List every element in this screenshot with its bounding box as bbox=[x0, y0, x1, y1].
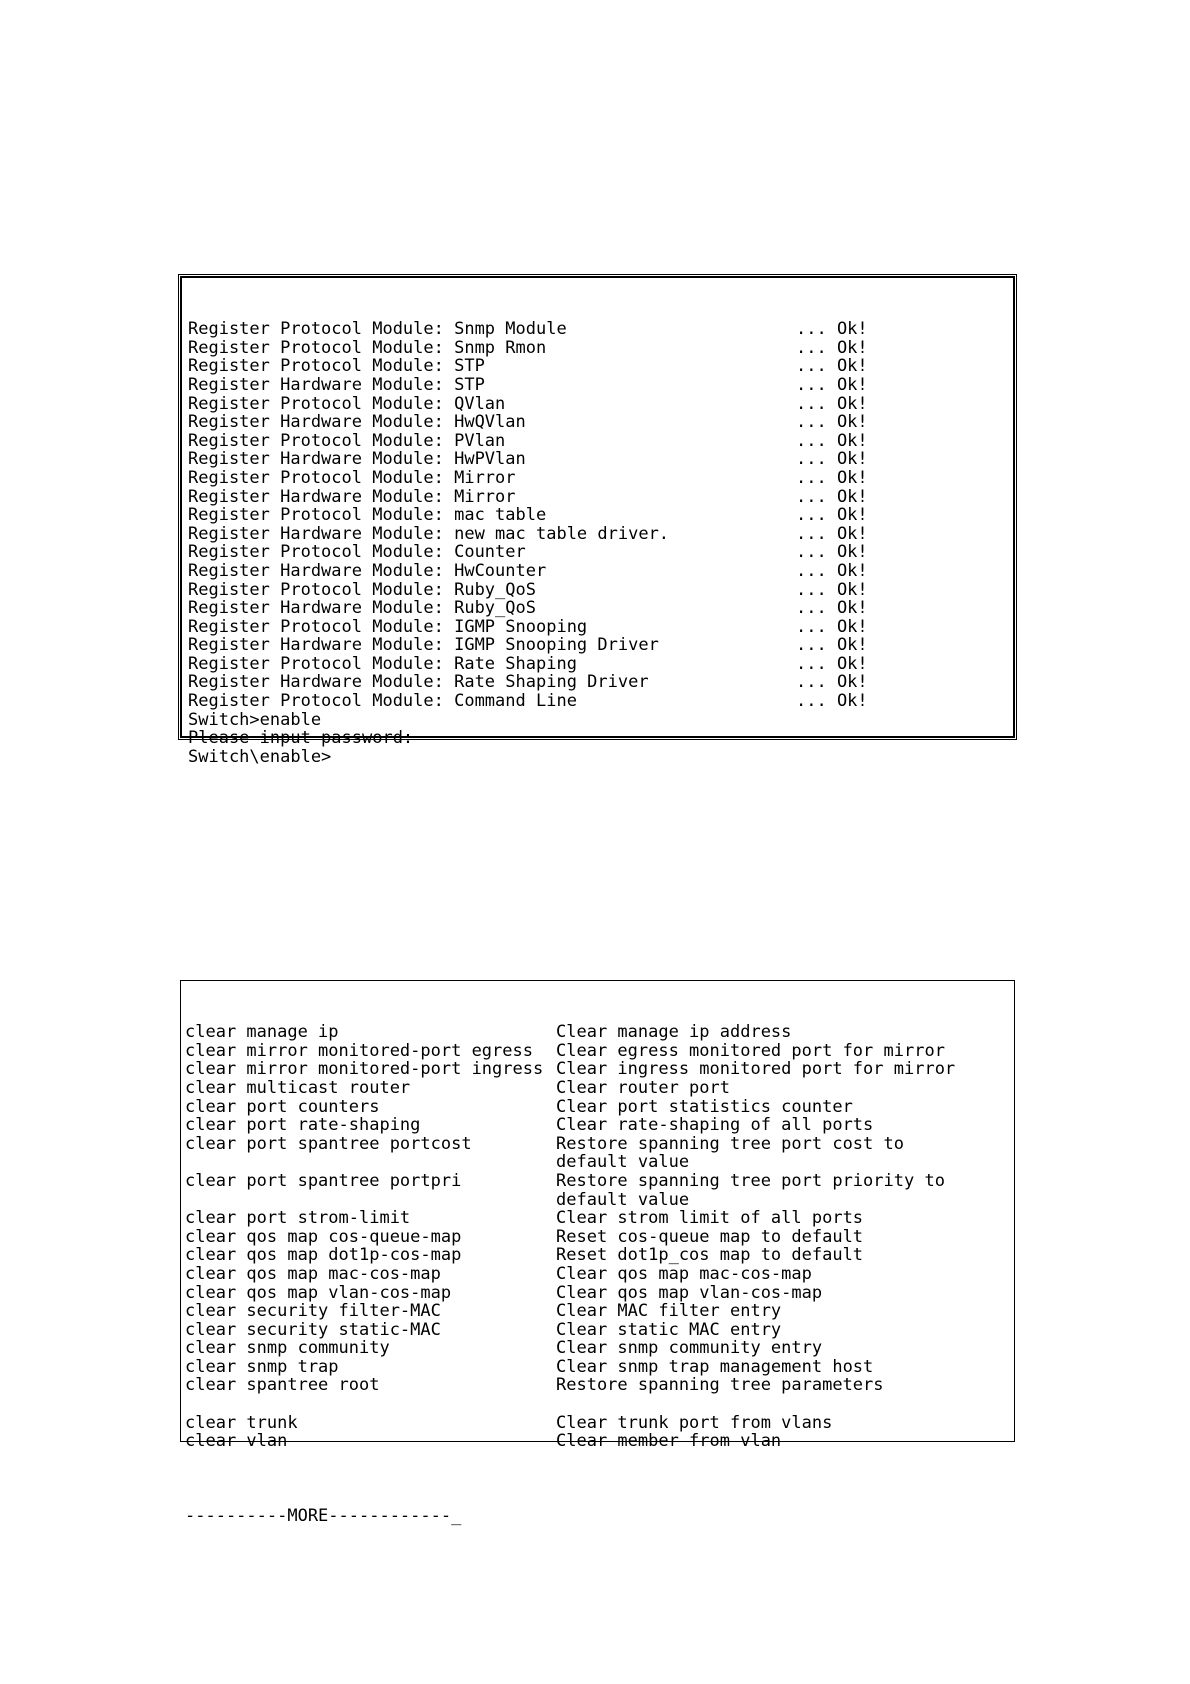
command-description: Reset cos-queue map to default bbox=[556, 1226, 864, 1247]
terminal-line-text: Register Protocol Module: IGMP Snooping bbox=[188, 616, 588, 637]
command-row bbox=[185, 1414, 1014, 1433]
command-description: Clear snmp trap management host bbox=[556, 1356, 874, 1377]
terminal-line-status: ... Ok! bbox=[796, 653, 868, 674]
command-name: clear port spantree portpri bbox=[185, 1170, 462, 1191]
command-name: clear mirror monitored-port egress bbox=[185, 1040, 533, 1061]
terminal-line bbox=[188, 450, 1013, 469]
terminal-line-text: Register Hardware Module: HwQVlan bbox=[188, 412, 526, 433]
command-row bbox=[185, 1079, 1014, 1098]
command-description: Restore spanning tree port priority to bbox=[556, 1170, 945, 1191]
command-row bbox=[185, 1358, 1014, 1377]
terminal-line bbox=[188, 469, 1013, 488]
more-prompt[interactable]: ----------MORE------------ bbox=[185, 1505, 452, 1526]
command-description: Clear port statistics counter bbox=[556, 1096, 853, 1117]
terminal-line-status: ... Ok! bbox=[796, 412, 868, 433]
terminal-line bbox=[188, 599, 1013, 618]
terminal-line-status: ... Ok! bbox=[796, 635, 868, 656]
terminal-line bbox=[188, 562, 1013, 581]
command-description: Restore spanning tree parameters bbox=[556, 1375, 884, 1396]
terminal-line-status: ... Ok! bbox=[796, 337, 868, 358]
terminal-line bbox=[188, 395, 1013, 414]
command-row bbox=[185, 1172, 1014, 1191]
command-description: Clear static MAC entry bbox=[556, 1319, 782, 1340]
command-help-list bbox=[185, 1023, 1014, 1451]
command-row bbox=[185, 1135, 1014, 1154]
terminal-line-status: ... Ok! bbox=[796, 691, 868, 712]
command-name: clear snmp trap bbox=[185, 1356, 339, 1377]
command-name: clear qos map dot1p-cos-map bbox=[185, 1245, 462, 1266]
terminal-line bbox=[188, 655, 1013, 674]
command-description: Clear qos map vlan-cos-map bbox=[556, 1282, 823, 1303]
terminal-window-command-list bbox=[180, 980, 1015, 1526]
terminal-line-text: Register Hardware Module: new mac table driver. bbox=[188, 523, 670, 544]
command-description: Reset dot1p_cos map to default bbox=[556, 1245, 864, 1266]
command-description: Clear manage ip address bbox=[556, 1022, 792, 1043]
terminal-line-text: Register Hardware Module: HwCounter bbox=[188, 560, 547, 581]
command-description: Clear MAC filter entry bbox=[556, 1301, 782, 1322]
command-description: Clear member from vlan bbox=[556, 1431, 782, 1452]
command-description: Clear trunk port from vlans bbox=[556, 1412, 833, 1433]
terminal-line bbox=[188, 636, 1013, 655]
terminal-output bbox=[188, 320, 1013, 766]
terminal-line-status: ... Ok! bbox=[796, 319, 868, 340]
terminal-line bbox=[188, 357, 1013, 376]
terminal-line bbox=[188, 729, 1013, 748]
more-prompt-line[interactable] bbox=[185, 1488, 1014, 1526]
terminal-line-status: ... Ok! bbox=[796, 486, 868, 507]
command-row bbox=[185, 1191, 1014, 1210]
command-row bbox=[185, 1153, 1014, 1172]
command-row bbox=[185, 1042, 1014, 1061]
command-name: clear qos map cos-queue-map bbox=[185, 1226, 462, 1247]
terminal-line bbox=[188, 673, 1013, 692]
command-name: clear port spantree portcost bbox=[185, 1133, 472, 1154]
command-name: clear vlan bbox=[185, 1431, 288, 1452]
terminal-line-text: Switch>enable bbox=[188, 709, 322, 730]
terminal-line-text: Register Hardware Module: Ruby_QoS bbox=[188, 598, 536, 619]
command-row bbox=[185, 1228, 1014, 1247]
terminal-line bbox=[188, 618, 1013, 637]
terminal-line-status: ... Ok! bbox=[796, 672, 868, 693]
terminal-line-status: ... Ok! bbox=[796, 598, 868, 619]
command-name: clear trunk bbox=[185, 1412, 298, 1433]
terminal-line-text: Register Hardware Module: STP bbox=[188, 374, 485, 395]
terminal-line-text: Register Hardware Module: Rate Shaping Driver bbox=[188, 672, 649, 693]
command-row bbox=[185, 1432, 1014, 1451]
terminal-line-status: ... Ok! bbox=[796, 505, 868, 526]
terminal-line bbox=[188, 692, 1013, 711]
terminal-line-text: Register Protocol Module: Mirror bbox=[188, 467, 516, 488]
terminal-line-status: ... Ok! bbox=[796, 523, 868, 544]
command-row bbox=[185, 1284, 1014, 1303]
terminal-line-status: ... Ok! bbox=[796, 579, 868, 600]
command-row bbox=[185, 1376, 1014, 1395]
terminal-line-status: ... Ok! bbox=[796, 430, 868, 451]
terminal-window-boot-log bbox=[180, 276, 1015, 767]
terminal-line bbox=[188, 581, 1013, 600]
command-name: clear port rate-shaping bbox=[185, 1115, 421, 1136]
terminal-line-text: Register Protocol Module: Command Line bbox=[188, 691, 577, 712]
terminal-line-text: Register Protocol Module: Counter bbox=[188, 542, 526, 563]
command-name: clear qos map vlan-cos-map bbox=[185, 1282, 452, 1303]
command-row bbox=[185, 1339, 1014, 1358]
terminal-line bbox=[188, 320, 1013, 339]
command-name: clear port strom-limit bbox=[185, 1208, 411, 1229]
terminal-line bbox=[188, 543, 1013, 562]
command-description: Clear router port bbox=[556, 1077, 730, 1098]
command-name: clear mirror monitored-port ingress bbox=[185, 1059, 544, 1080]
terminal-line-text: Register Hardware Module: Mirror bbox=[188, 486, 516, 507]
command-name: clear port counters bbox=[185, 1096, 380, 1117]
command-row bbox=[185, 1395, 1014, 1414]
command-row bbox=[185, 1246, 1014, 1265]
terminal-line bbox=[188, 413, 1013, 432]
command-description: Clear ingress monitored port for mirror bbox=[556, 1059, 956, 1080]
command-name: clear manage ip bbox=[185, 1022, 339, 1043]
terminal-line-text: Register Protocol Module: PVlan bbox=[188, 430, 506, 451]
command-row bbox=[185, 1060, 1014, 1079]
command-row bbox=[185, 1265, 1014, 1284]
terminal-line bbox=[188, 711, 1013, 730]
terminal-line bbox=[188, 748, 1013, 767]
terminal-line-status: ... Ok! bbox=[796, 467, 868, 488]
command-row bbox=[185, 1302, 1014, 1321]
terminal-line-text: Register Protocol Module: mac table bbox=[188, 505, 547, 526]
command-name: clear qos map mac-cos-map bbox=[185, 1263, 441, 1284]
command-row bbox=[185, 1209, 1014, 1228]
terminal-line-text: Register Protocol Module: Snmp Module bbox=[188, 319, 567, 340]
command-name: clear security filter-MAC bbox=[185, 1301, 441, 1322]
terminal-line-status: ... Ok! bbox=[796, 560, 868, 581]
terminal-line-text: Register Protocol Module: QVlan bbox=[188, 393, 506, 414]
command-description: Clear snmp community entry bbox=[556, 1338, 823, 1359]
command-name: clear snmp community bbox=[185, 1338, 390, 1359]
command-row bbox=[185, 1321, 1014, 1340]
command-name: clear security static-MAC bbox=[185, 1319, 441, 1340]
terminal-line-status: ... Ok! bbox=[796, 356, 868, 377]
terminal-line-status: ... Ok! bbox=[796, 393, 868, 414]
command-description: Restore spanning tree port cost to bbox=[556, 1133, 904, 1154]
terminal-line bbox=[188, 488, 1013, 507]
terminal-line bbox=[188, 525, 1013, 544]
terminal-line bbox=[188, 432, 1013, 451]
terminal-line-text: Register Protocol Module: Rate Shaping bbox=[188, 653, 577, 674]
command-row bbox=[185, 1023, 1014, 1042]
terminal-line-status: ... Ok! bbox=[796, 542, 868, 563]
terminal-line-status: ... Ok! bbox=[796, 374, 868, 395]
terminal-line-text: Register Hardware Module: IGMP Snooping Driver bbox=[188, 635, 659, 656]
terminal-line-text: Register Protocol Module: STP bbox=[188, 356, 485, 377]
command-description: Clear egress monitored port for mirror bbox=[556, 1040, 945, 1061]
command-description: Clear strom limit of all ports bbox=[556, 1208, 864, 1229]
text-cursor: _ bbox=[451, 1505, 462, 1526]
command-description: Clear rate-shaping of all ports bbox=[556, 1115, 874, 1136]
command-name: clear spantree root bbox=[185, 1375, 380, 1396]
terminal-line-status: ... Ok! bbox=[796, 616, 868, 637]
terminal-line-text: Register Hardware Module: HwPVlan bbox=[188, 449, 526, 470]
terminal-line-text: Please input password: bbox=[188, 728, 414, 749]
terminal-line-text: Register Protocol Module: Ruby_QoS bbox=[188, 579, 536, 600]
terminal-line bbox=[188, 506, 1013, 525]
command-row bbox=[185, 1098, 1014, 1117]
command-description: default value bbox=[556, 1189, 690, 1210]
command-name: clear multicast router bbox=[185, 1077, 411, 1098]
command-row bbox=[185, 1116, 1014, 1135]
terminal-line bbox=[188, 339, 1013, 358]
terminal-line-text: Register Protocol Module: Snmp Rmon bbox=[188, 337, 547, 358]
command-description: Clear qos map mac-cos-map bbox=[556, 1263, 812, 1284]
terminal-line-status: ... Ok! bbox=[796, 449, 868, 470]
terminal-line-text: Switch\enable> bbox=[188, 746, 332, 767]
command-description: default value bbox=[556, 1152, 690, 1173]
terminal-line bbox=[188, 376, 1013, 395]
